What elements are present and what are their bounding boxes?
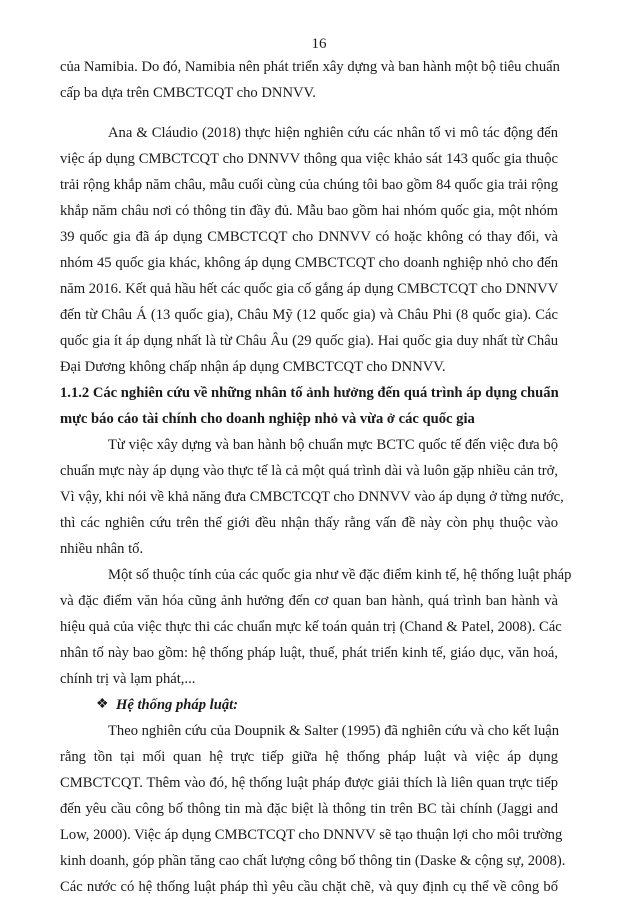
text-line: Một số thuộc tính của các quốc gia như về đặc điểm kinh tế, hệ thống luật pháp (108, 567, 572, 583)
text-line: nhân tố này bao gồm: hệ thống pháp luật, thuế, phát triển kinh tế, giáo dục, văn hoá, (60, 645, 558, 661)
text-line: và đặc điểm văn hóa cũng ảnh hưởng đến cơ quan ban hành, quá trình ban hành và (60, 593, 558, 609)
text-line: chính trị và lạm phát,... (60, 671, 196, 687)
text-line: CMBCTCQT. Thêm vào đó, hệ thống luật pháp được giải thích là liên quan trực tiếp (60, 775, 558, 791)
text-line: nhiều nhân tố. (60, 541, 144, 557)
text-line: thì các nghiên cứu trên thế giới đều nhận thấy rằng vấn đề này còn phụ thuộc vào (60, 515, 558, 531)
text-line: khắp năm châu nơi có thông tin đầy đủ. Mẫu bao gồm hai nhóm quốc gia, một nhóm (60, 203, 558, 219)
text-line: đến yêu cầu công bố thông tin mà đặc biệt là thông tin trên BC tài chính (Jaggi and (60, 801, 558, 817)
text-line: chuẩn mực này áp dụng vào thực tế là cả một quá trình dài và luôn gặp nhiều cản trở, (60, 463, 558, 479)
text-line: việc áp dụng CMBCTCQT cho DNNVV thông qua việc khảo sát 143 quốc gia thuộc (60, 151, 558, 167)
text-line: Low, 2000). Việc áp dụng CMBCTCQT cho DNNVV sẽ tạo thuận lợi cho môi trường (60, 827, 563, 843)
text-line: kinh doanh, góp phần tăng cao chất lượng công bố thông tin (Daske & cộng sự, 2008). (60, 853, 566, 869)
text-line: đến từ Châu Á (13 quốc gia), Châu Mỹ (12 quốc gia) và Châu Phi (8 quốc gia). Các (60, 307, 558, 323)
subheading-text: Hệ thống pháp luật: (116, 697, 239, 713)
text-line: Ana & Cláudio (2018) thực hiện nghiên cứu các nhân tố vi mô tác động đến (108, 125, 558, 141)
text-line: của Namibia. Do đó, Namibia nên phát triển xây dựng và ban hành một bộ tiêu chuẩn (60, 59, 560, 75)
text-line: trải rộng khắp năm châu, mẫu cuối cùng của chúng tôi bao gồm 84 quốc gia trải rộng (60, 177, 558, 193)
text-line: nhóm 45 quốc gia khác, không áp dụng CMBCTCQT cho doanh nghiệp nhỏ cho đến (60, 255, 558, 271)
diamond-bullet-icon: ❖ (96, 697, 109, 712)
page-number: 16 (311, 36, 327, 52)
text-line: cấp ba dựa trên CMBCTCQT cho DNNVV. (60, 85, 316, 101)
text-line: 39 quốc gia đã áp dụng CMBCTCQT cho DNNVV có hoặc không có thay đổi, và (60, 229, 558, 245)
text-line: quốc gia ít áp dụng nhất là từ Châu Âu (29 quốc gia). Hai quốc gia duy nhất từ Châu (60, 333, 558, 349)
text-line: rằng tồn tại mối quan hệ trực tiếp giữa hệ thống pháp luật và việc áp dụng (60, 749, 558, 765)
text-line: Vì vậy, khi nói về khả năng đưa CMBCTCQT cho DNNVV vào áp dụng ở từng nước, (60, 489, 564, 505)
text-line: Các nước có hệ thống luật pháp thì yêu cầu chặt chẽ, và quy định cụ thể về công bố (60, 879, 558, 895)
text-line: hiệu quả của việc thực thi các chuẩn mực kế toán quản trị (Chand & Patel, 2008). Các (60, 619, 562, 635)
text-line: Từ việc xây dựng và ban hành bộ chuẩn mực BCTC quốc tế đến việc đưa bộ (108, 437, 558, 453)
text-line: Đại Dương không chấp nhận áp dụng CMBCTCQT cho DNNVV. (60, 359, 446, 375)
heading-line: mực báo cáo tài chính cho doanh nghiệp nhỏ và vừa ở các quốc gia (60, 411, 475, 427)
heading-line: 1.1.2 Các nghiên cứu về những nhân tố ảnh hưởng đến quá trình áp dụng chuẩn (60, 385, 559, 401)
text-line: Theo nghiên cứu của Doupnik & Salter (1995) đã nghiên cứu và cho kết luận (108, 723, 560, 739)
text-line: năm 2016. Kết quả hầu hết các quốc gia cố gắng áp dụng CMBCTCQT cho DNNVV (60, 281, 559, 297)
